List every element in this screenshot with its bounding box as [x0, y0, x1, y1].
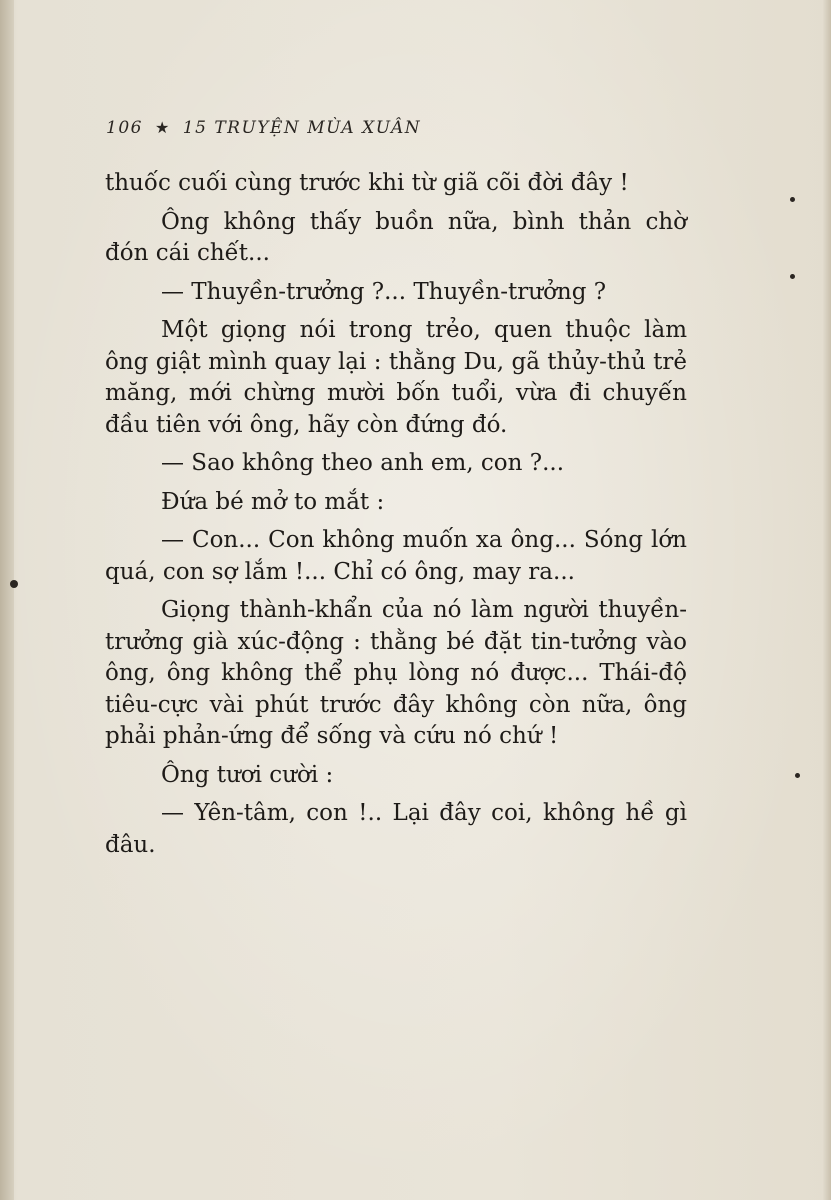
paragraph-continuation: thuốc cuối cùng trước khi từ giã cõi đời đây ! [105, 170, 629, 196]
dialogue-line: — Sao không theo anh em, con ?... [161, 450, 565, 476]
page-right-edge [823, 0, 831, 1200]
paragraph: Một giọng nói trong trẻo, quen thuộc làm ông giật mình quay lại : thằng Du, gã thủy-thủ trẻ măng, mới chừng mười bốn tuổi, vừa đi chuyến đầu tiên với ông, hãy còn đứng đó. [105, 317, 687, 438]
star-icon: ★ [154, 118, 171, 137]
ink-speck [790, 274, 795, 279]
page-left-edge [0, 0, 14, 1200]
page-tear [10, 580, 18, 588]
body-text [105, 168, 687, 868]
dialogue-line: — Con... Con không muốn xa ông... Sóng lớn quá, con sợ lắm !... Chỉ có ông, may ra... [105, 527, 687, 585]
running-header [106, 118, 421, 138]
ink-speck [790, 197, 795, 202]
book-title: 15 TRUYỆN MÙA XUÂN [182, 118, 422, 138]
paragraph: Đứa bé mở to mắt : [161, 488, 385, 515]
dialogue-line: — Yên-tâm, con !.. Lại đây coi, không hề gì đâu. [105, 800, 687, 858]
dialogue-line: — Thuyền-trưởng ?... Thuyền-trưởng ? [161, 278, 607, 305]
ink-speck [795, 773, 800, 778]
page-number: 106 [106, 118, 143, 138]
paragraph: Ông không thấy buồn nữa, bình thản chờ đón cái chết... [105, 208, 687, 266]
paragraph: Ông tươi cười : [161, 761, 334, 788]
paragraph: Giọng thành-khẩn của nó làm người thuyền-trưởng già xúc-động : thằng bé đặt tin-tưởng vào ông, ông không thể phụ lòng nó được... Thái-độ tiêu-cực vài phút trước đây không còn nữa, ông phải phản-ứng để sống và cứu nó chứ ! [105, 597, 687, 749]
